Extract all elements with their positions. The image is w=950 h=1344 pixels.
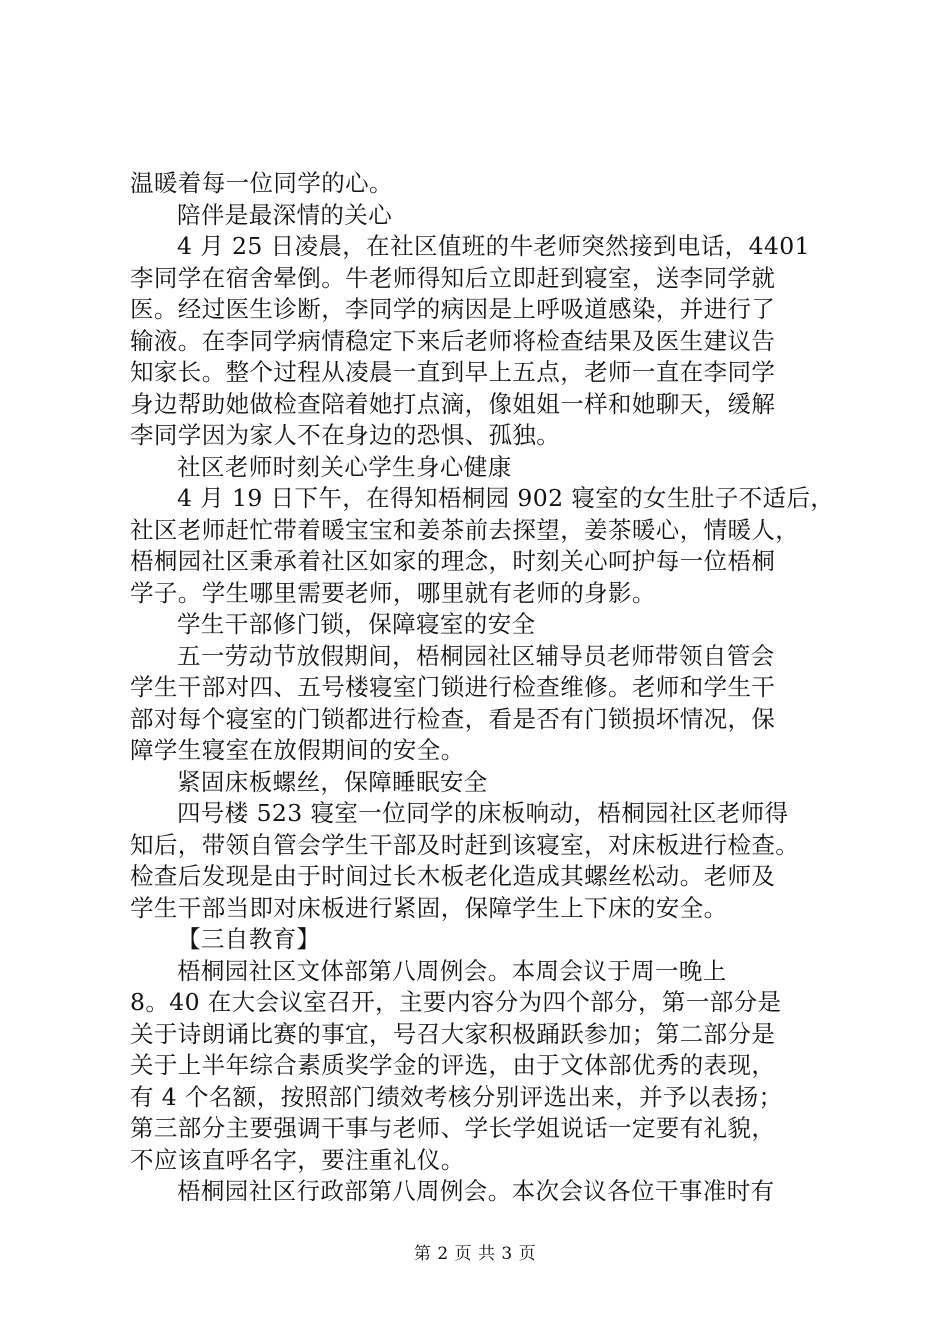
text-line: 有 4 个名额，按照部门绩效考核分别评选出来，并予以表扬； (130, 1082, 783, 1111)
text-line: 四号楼 523 寝室一位同学的床板响动，梧桐园社区老师得 (177, 799, 789, 827)
text-line: 医。经过医生诊断，李同学的病因是上呼吸道感染，并进行了 (130, 295, 776, 323)
text-line: 第三部分主要强调干事与老师、学长学姐说话一定要有礼貌， (130, 1114, 776, 1142)
text-line: 学生干部对四、五号楼寝室门锁进行检查维修。老师和学生干 (130, 673, 776, 701)
text-line: 输液。在李同学病情稳定下来后老师将检查结果及医生建议告 (130, 326, 776, 355)
document-body (130, 168, 834, 1208)
text-line: 梧桐园社区文体部第八周例会。本周会议于周一晚上 (177, 956, 727, 985)
text-line: 温暖着每一位同学的心。 (130, 169, 393, 197)
page-footer (0, 1243, 950, 1265)
text-line: 不应该直呼名字，要注重礼仪。 (130, 1145, 465, 1174)
text-line: 李同学在宿舍晕倒。牛老师得知后立即赶到寝室，送李同学就 (130, 263, 776, 292)
text-line: 梧桐园社区秉承着社区如家的理念，时刻关心呵护每一位梧桐 (130, 547, 776, 575)
text-line: 身边帮助她做检查陪着她打点滴，像姐姐一样和她聊天，缓解 (130, 389, 776, 418)
text-line: 学生干部当即对床板进行紧固，保障学生上下床的安全。 (130, 893, 728, 922)
text-line: 陪伴是最深情的关心 (177, 200, 393, 229)
text-line: 社区老师赶忙带着暖宝宝和姜茶前去探望，姜茶暖心，情暖人， (130, 515, 800, 544)
text-line: 8。40 在大会议室召开，主要内容分为四个部分，第一部分是 (130, 988, 782, 1016)
text-line: 4 月 19 日下午，在得知梧桐园 902 寝室的女生肚子不适后， (177, 484, 835, 512)
text-line: 社区老师时刻关心学生身心健康 (177, 452, 512, 481)
text-line: 部对每个寝室的门锁都进行检查，看是否有门锁损坏情况，保 (130, 704, 776, 733)
text-line: 知后，带领自管会学生干部及时赶到该寝室，对床板进行检查。 (130, 830, 800, 859)
text-line: 【三自教育】 (177, 925, 321, 953)
text-line: 学子。学生哪里需要老师，哪里就有老师的身影。 (130, 578, 656, 607)
text-line: 关于上半年综合素质奖学金的评选，由于文体部优秀的表现， (130, 1051, 776, 1079)
text-line: 梧桐园社区行政部第八周例会。本次会议各位干事准时有 (177, 1177, 775, 1205)
text-line: 检查后发现是由于时间过长木板老化造成其螺丝松动。老师及 (130, 862, 776, 890)
text-line: 学生干部修门锁，保障寝室的安全 (177, 610, 536, 638)
text-line: 障学生寝室在放假期间的安全。 (130, 736, 465, 764)
text-line: 五一劳动节放假期间，梧桐园社区辅导员老师带领自管会 (177, 641, 775, 670)
text-line: 紧固床板螺丝，保障睡眠安全 (177, 767, 488, 796)
text-line: 4 月 25 日凌晨，在社区值班的牛老师突然接到电话，4401 (177, 232, 810, 260)
text-line: 知家长。整个过程从凌晨一直到早上五点，老师一直在李同学 (130, 358, 776, 386)
page-number-label: 第 2 页 共 3 页 (413, 1244, 537, 1264)
text-line: 李同学因为家人不在身边的恐惧、孤独。 (130, 421, 561, 449)
text-line: 关于诗朗诵比赛的事宜，号召大家积极踊跃参加；第二部分是 (130, 1019, 776, 1048)
